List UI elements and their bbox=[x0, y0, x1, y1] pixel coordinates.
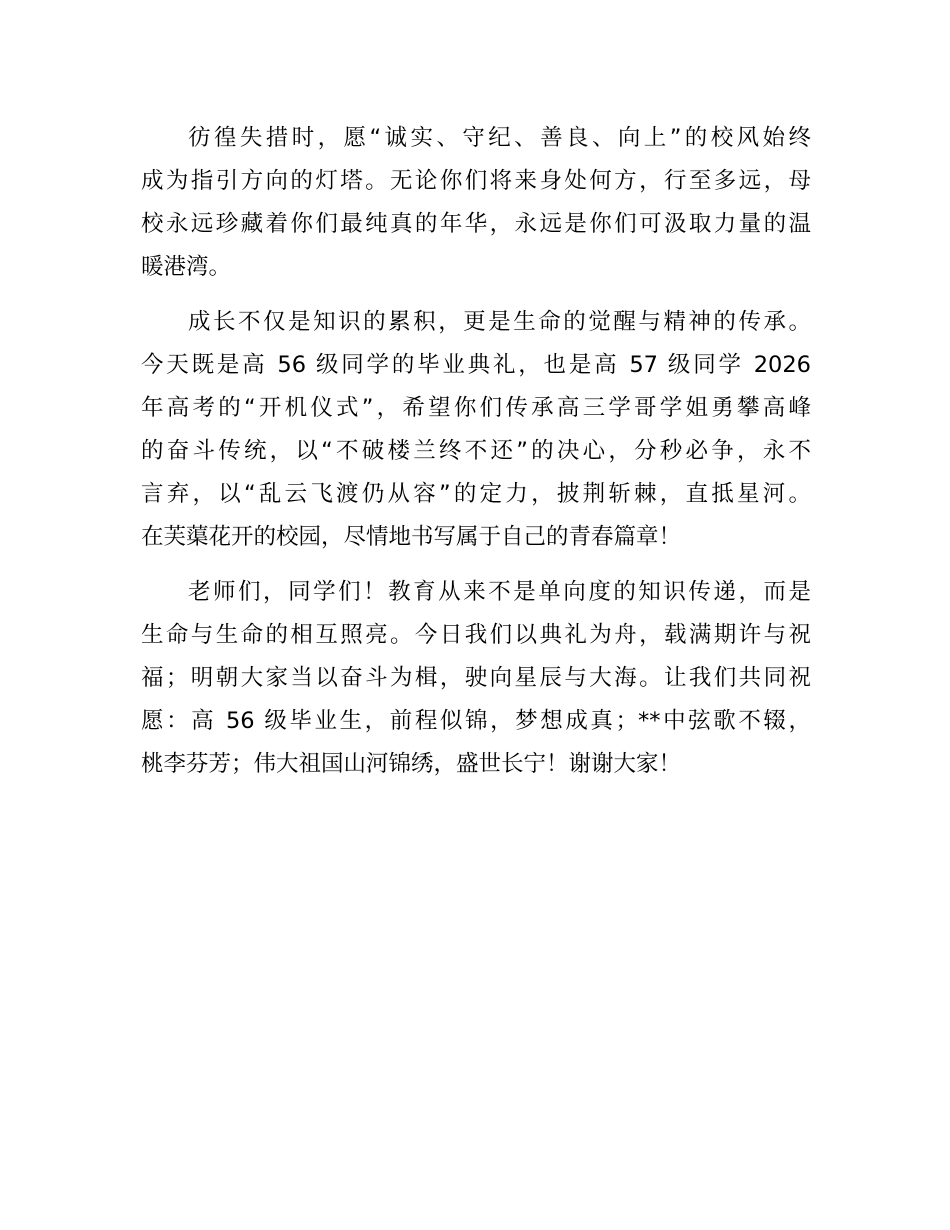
paragraph-line: 彷徨失措时，愿“诚实、守纪、善良、向上”的校风始终 bbox=[188, 125, 811, 151]
paragraph-line: 愿：高 56 级毕业生，前程似锦，梦想成真；**中弦歌不辍， bbox=[141, 708, 811, 734]
paragraph-line: 的奋斗传统，以“不破楼兰终不还”的决心，分秒必争，永不 bbox=[141, 438, 811, 464]
paragraph-line: 今天既是高 56 级同学的毕业典礼，也是高 57 级同学 2026 bbox=[141, 352, 811, 378]
paragraph-line: 生命与生命的相互照亮。今日我们以典礼为舟，载满期许与祝 bbox=[141, 622, 811, 648]
paragraph-line: 暖港湾。 bbox=[141, 254, 232, 280]
paragraph-line: 老师们，同学们！教育从来不是单向度的知识传递，而是 bbox=[188, 579, 811, 605]
paragraph-2 bbox=[141, 301, 811, 559]
paragraph-line: 年高考的“开机仪式”，希望你们传承高三学哥学姐勇攀高峰 bbox=[141, 395, 811, 421]
paragraph-line: 言弃，以“乱云飞渡仍从容”的定力，披荆斩棘，直抵星河。 bbox=[141, 481, 811, 507]
paragraph-line: 在芙蕖花开的校园，尽情地书写属于自己的青春篇章！ bbox=[141, 524, 682, 550]
document-body bbox=[141, 117, 811, 798]
paragraph-3 bbox=[141, 571, 811, 786]
paragraph-line: 校永远珍藏着你们最纯真的年华，永远是你们可汲取力量的温 bbox=[141, 211, 811, 237]
paragraph-line: 成长不仅是知识的累积，更是生命的觉醒与精神的传承。 bbox=[188, 309, 811, 335]
paragraph-1 bbox=[141, 117, 811, 289]
paragraph-line: 桃李芬芳；伟大祖国山河锦绣，盛世长宁！谢谢大家！ bbox=[141, 751, 682, 777]
paragraph-line: 成为指引方向的灯塔。无论你们将来身处何方，行至多远，母 bbox=[141, 168, 811, 194]
paragraph-line: 福；明朝大家当以奋斗为楫，驶向星辰与大海。让我们共同祝 bbox=[141, 665, 811, 691]
